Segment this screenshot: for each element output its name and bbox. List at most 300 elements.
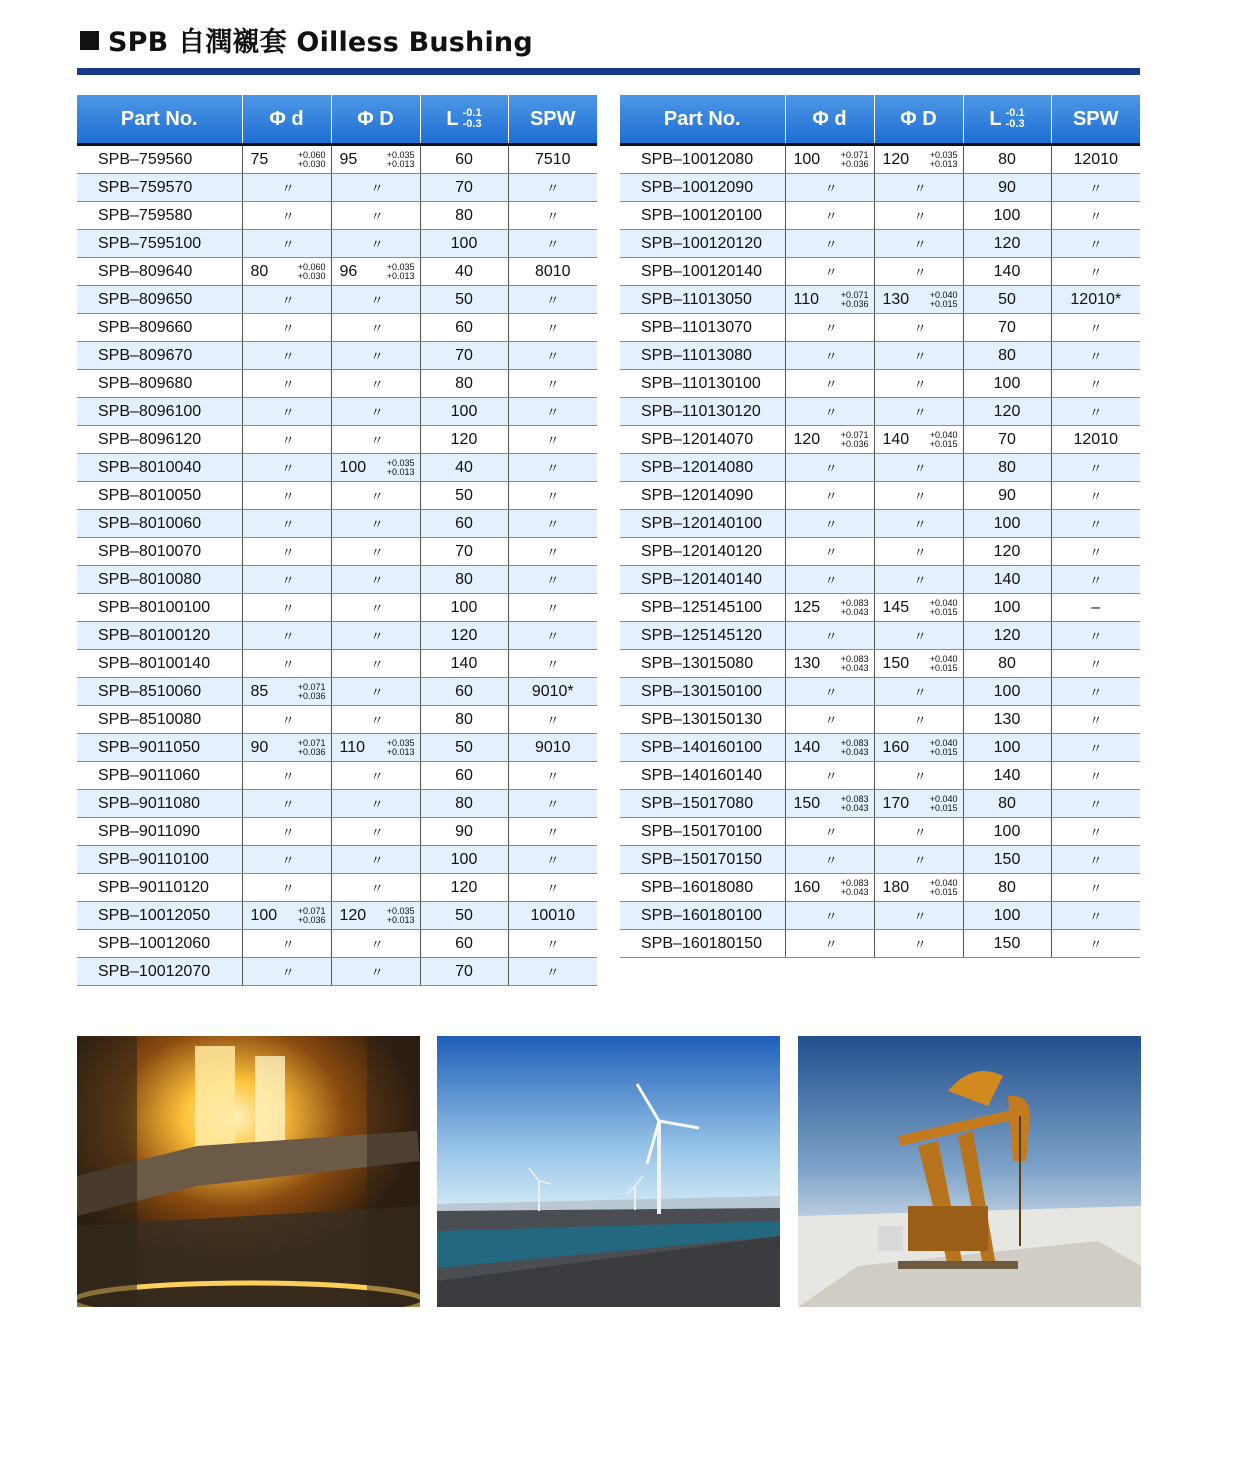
spw-cell — [508, 510, 597, 538]
table-row — [77, 145, 597, 174]
inner-diameter-cell — [242, 538, 331, 566]
inner-diameter-value: 〃 — [281, 937, 295, 952]
inner-diameter-value: 〃 — [281, 769, 295, 784]
outer-diameter-tolerance — [930, 795, 958, 813]
length-cell — [420, 622, 508, 650]
inner-diameter-cell — [242, 370, 331, 398]
outer-diameter-value: 〃 — [913, 909, 927, 924]
inner-diameter-value: 100 — [250, 906, 278, 924]
length-cell — [963, 398, 1051, 426]
length-cell — [963, 874, 1051, 902]
table-row — [77, 594, 597, 622]
part-number: SPB–100120140 — [641, 262, 762, 280]
part-number-cell — [77, 790, 242, 818]
inner-diameter-cell — [242, 230, 331, 258]
inner-diameter-cell — [242, 454, 331, 482]
outer-diameter-cell — [331, 958, 420, 986]
length-value: 80 — [998, 346, 1016, 364]
inner-diameter-cell — [785, 145, 874, 174]
outer-diameter-value: 130 — [882, 290, 910, 308]
inner-diameter-cell — [242, 902, 331, 930]
table-row — [620, 258, 1140, 286]
inner-diameter-cell — [242, 818, 331, 846]
spw-cell — [1051, 846, 1140, 874]
outer-diameter-value: 〃 — [370, 713, 384, 728]
tolerance-upper: +0.040 — [929, 289, 958, 300]
length-cell — [963, 846, 1051, 874]
tolerance-upper: +0.071 — [840, 429, 869, 440]
outer-diameter-value: 〃 — [913, 209, 927, 224]
spw-value: 9010 — [534, 738, 571, 756]
inner-diameter-value: 〃 — [281, 825, 295, 840]
tolerance-lower: +0.043 — [840, 802, 869, 813]
inner-diameter-cell — [242, 734, 331, 762]
inner-diameter-tolerance — [841, 599, 869, 617]
spw-cell — [508, 174, 597, 202]
outer-diameter-value: 〃 — [913, 629, 927, 644]
inner-diameter-value: 〃 — [281, 461, 295, 476]
part-number: SPB–11013080 — [641, 346, 752, 364]
part-number-cell — [620, 426, 785, 454]
table-row — [620, 314, 1140, 342]
header-length: L -0.1 -0.3 — [963, 95, 1051, 145]
outer-diameter-value: 〃 — [913, 517, 927, 532]
spw-cell — [508, 145, 597, 174]
spw-value: 〃 — [1089, 376, 1103, 392]
outer-diameter-cell — [874, 846, 963, 874]
length-value: 100 — [993, 514, 1021, 532]
part-number-cell — [620, 202, 785, 230]
part-number: SPB–10012070 — [98, 962, 211, 980]
length-value: 100 — [993, 598, 1021, 616]
inner-diameter-cell — [242, 510, 331, 538]
spw-value: 〃 — [546, 768, 560, 784]
length-cell — [420, 958, 508, 986]
spw-cell — [1051, 426, 1140, 454]
length-cell — [963, 566, 1051, 594]
part-number: SPB–90110100 — [98, 850, 209, 868]
inner-diameter-cell — [242, 706, 331, 734]
inner-diameter-value: 〃 — [281, 181, 295, 196]
length-cell — [420, 370, 508, 398]
inner-diameter-cell — [242, 874, 331, 902]
spw-cell — [1051, 145, 1140, 174]
table-row — [77, 314, 597, 342]
spw-value: 〃 — [1089, 460, 1103, 476]
table-row — [620, 902, 1140, 930]
inner-diameter-value: 〃 — [281, 293, 295, 308]
outer-diameter-cell — [331, 594, 420, 622]
outer-diameter-value: 145 — [882, 598, 910, 616]
length-cell — [963, 202, 1051, 230]
length-value: 50 — [455, 486, 473, 504]
table-row — [620, 454, 1140, 482]
length-value: 80 — [455, 794, 473, 812]
table-row — [620, 650, 1140, 678]
outer-diameter-cell — [331, 874, 420, 902]
spw-value: 〃 — [546, 600, 560, 616]
part-number-cell — [620, 874, 785, 902]
tolerance-upper: +0.060 — [297, 149, 326, 160]
part-number: SPB–10012090 — [641, 178, 754, 196]
spw-value: 〃 — [546, 208, 560, 224]
inner-diameter-tolerance — [298, 907, 326, 925]
inner-diameter-value: 〃 — [824, 489, 838, 504]
spw-value: 10010 — [530, 906, 575, 924]
outer-diameter-value: 〃 — [370, 601, 384, 616]
inner-diameter-value: 100 — [793, 150, 821, 168]
length-value: 130 — [993, 710, 1021, 728]
length-value: 80 — [998, 458, 1016, 476]
length-cell — [963, 370, 1051, 398]
length-value: 100 — [450, 402, 478, 420]
spw-cell — [1051, 678, 1140, 706]
spw-cell — [1051, 286, 1140, 314]
length-value: 100 — [993, 206, 1021, 224]
outer-diameter-cell — [331, 258, 420, 286]
outer-diameter-cell — [331, 566, 420, 594]
length-cell — [420, 398, 508, 426]
tolerance-lower: +0.036 — [840, 158, 869, 169]
inner-diameter-value: 〃 — [824, 853, 838, 868]
spw-value: 〃 — [546, 880, 560, 896]
table-row — [77, 174, 597, 202]
part-number: SPB–120140120 — [641, 542, 762, 560]
outer-diameter-value: 〃 — [913, 181, 927, 196]
part-number-cell — [77, 622, 242, 650]
outer-diameter-tolerance — [387, 151, 415, 169]
table-row — [620, 734, 1140, 762]
spw-cell — [508, 678, 597, 706]
spw-cell — [1051, 622, 1140, 650]
part-number-cell — [77, 734, 242, 762]
tolerance-lower: +0.043 — [840, 746, 869, 757]
outer-diameter-value: 180 — [882, 878, 910, 896]
inner-diameter-cell — [785, 426, 874, 454]
length-value: 50 — [455, 738, 473, 756]
part-number-cell — [620, 286, 785, 314]
outer-diameter-value: 〃 — [913, 377, 927, 392]
outer-diameter-value: 〃 — [370, 797, 384, 812]
part-number: SPB–130150100 — [641, 682, 762, 700]
table-row — [620, 202, 1140, 230]
inner-diameter-cell — [785, 230, 874, 258]
length-value: 60 — [455, 150, 473, 168]
table-row — [620, 930, 1140, 958]
spw-value: 〃 — [1089, 544, 1103, 560]
spw-value: 〃 — [1089, 180, 1103, 196]
part-number-cell — [620, 762, 785, 790]
outer-diameter-value: 〃 — [370, 657, 384, 672]
tolerance-upper: +0.071 — [297, 905, 326, 916]
table-row — [77, 958, 597, 986]
length-cell — [963, 258, 1051, 286]
part-number-cell — [620, 370, 785, 398]
length-cell — [963, 594, 1051, 622]
part-number-cell — [620, 734, 785, 762]
outer-diameter-value: 〃 — [370, 237, 384, 252]
table-row — [77, 622, 597, 650]
part-number: SPB–10012060 — [98, 934, 211, 952]
length-cell — [963, 145, 1051, 174]
spw-value: 〃 — [546, 292, 560, 308]
table-row — [620, 230, 1140, 258]
inner-diameter-cell — [242, 846, 331, 874]
table-row — [620, 342, 1140, 370]
outer-diameter-value: 〃 — [370, 517, 384, 532]
length-value: 90 — [998, 486, 1016, 504]
outer-diameter-cell — [331, 482, 420, 510]
part-number-cell — [620, 650, 785, 678]
inner-diameter-value: 〃 — [281, 349, 295, 364]
table-row — [620, 622, 1140, 650]
outer-diameter-value: 〃 — [370, 825, 384, 840]
tolerance-upper: +0.035 — [929, 149, 958, 160]
outer-diameter-cell — [874, 230, 963, 258]
spw-cell — [1051, 230, 1140, 258]
outer-diameter-cell — [874, 398, 963, 426]
part-number-cell — [620, 230, 785, 258]
inner-diameter-value: 〃 — [281, 517, 295, 532]
inner-diameter-value: 〃 — [824, 377, 838, 392]
part-number-cell — [620, 902, 785, 930]
outer-diameter-value: 〃 — [370, 853, 384, 868]
inner-diameter-cell — [785, 902, 874, 930]
length-value: 70 — [455, 542, 473, 560]
outer-diameter-value: 170 — [882, 794, 910, 812]
header-part-no: Part No. — [77, 95, 242, 145]
inner-diameter-value: 〃 — [824, 629, 838, 644]
part-number-cell — [77, 370, 242, 398]
inner-diameter-cell — [785, 538, 874, 566]
inner-diameter-value: 〃 — [281, 405, 295, 420]
inner-diameter-value: 〃 — [281, 629, 295, 644]
part-number: SPB–110130100 — [641, 374, 761, 392]
spw-value: – — [1091, 598, 1101, 616]
spw-cell — [508, 398, 597, 426]
outer-diameter-value: 160 — [882, 738, 910, 756]
length-value: 80 — [998, 794, 1016, 812]
outer-diameter-value: 〃 — [370, 321, 384, 336]
length-value: 120 — [450, 878, 478, 896]
part-number: SPB–100120120 — [641, 234, 762, 252]
length-value: 150 — [993, 934, 1021, 952]
spw-value: 〃 — [546, 348, 560, 364]
spw-value: 7510 — [534, 150, 571, 168]
spw-value: 〃 — [546, 572, 560, 588]
length-cell — [963, 286, 1051, 314]
part-number-cell — [77, 510, 242, 538]
part-number-cell — [77, 818, 242, 846]
spw-value: 〃 — [1089, 852, 1103, 868]
inner-diameter-value: 〃 — [824, 685, 838, 700]
outer-diameter-cell — [331, 314, 420, 342]
table-row — [77, 930, 597, 958]
table-row — [620, 174, 1140, 202]
outer-diameter-value: 〃 — [913, 265, 927, 280]
spw-cell — [1051, 902, 1140, 930]
inner-diameter-cell — [242, 678, 331, 706]
length-tolerance: -0.1 -0.3 — [462, 107, 482, 131]
outer-diameter-value: 〃 — [370, 405, 384, 420]
inner-diameter-value: 〃 — [824, 461, 838, 476]
spw-value: 〃 — [1089, 264, 1103, 280]
part-number-cell — [77, 202, 242, 230]
inner-diameter-tolerance — [841, 291, 869, 309]
outer-diameter-value: 〃 — [370, 545, 384, 560]
part-number-cell — [77, 538, 242, 566]
part-number: SPB–11013050 — [641, 290, 752, 308]
inner-diameter-value: 125 — [793, 598, 821, 616]
outer-diameter-value: 〃 — [370, 293, 384, 308]
spw-value: 〃 — [1089, 208, 1103, 224]
spw-cell — [508, 370, 597, 398]
spw-value: 〃 — [546, 656, 560, 672]
table-row — [77, 566, 597, 594]
inner-diameter-tolerance — [841, 795, 869, 813]
inner-diameter-value: 130 — [793, 654, 821, 672]
tolerance-upper: +0.083 — [840, 653, 869, 664]
spw-cell — [1051, 174, 1140, 202]
length-cell — [963, 538, 1051, 566]
inner-diameter-cell — [785, 566, 874, 594]
table-row — [620, 566, 1140, 594]
part-number-cell — [620, 594, 785, 622]
inner-diameter-tolerance — [298, 263, 326, 281]
table-row — [620, 370, 1140, 398]
tolerance-upper: +0.083 — [840, 737, 869, 748]
spw-value: 12010 — [1073, 430, 1118, 448]
tolerance-lower: +0.013 — [386, 158, 415, 169]
inner-diameter-value: 〃 — [824, 321, 838, 336]
length-value: 150 — [993, 850, 1021, 868]
spw-value: 〃 — [1089, 824, 1103, 840]
outer-diameter-cell — [874, 818, 963, 846]
outer-diameter-cell — [331, 342, 420, 370]
inner-diameter-cell — [785, 846, 874, 874]
spw-value: 〃 — [546, 516, 560, 532]
part-number: SPB–80100140 — [98, 654, 211, 672]
length-cell — [963, 314, 1051, 342]
part-number-cell — [77, 762, 242, 790]
outer-diameter-cell — [331, 145, 420, 174]
spw-cell — [508, 734, 597, 762]
part-number: SPB–160180100 — [641, 906, 762, 924]
inner-diameter-cell — [785, 734, 874, 762]
length-cell — [963, 930, 1051, 958]
spw-value: 〃 — [546, 852, 560, 868]
inner-diameter-cell — [242, 650, 331, 678]
outer-diameter-cell — [874, 734, 963, 762]
length-cell — [963, 706, 1051, 734]
outer-diameter-value: 〃 — [913, 349, 927, 364]
spw-value: 〃 — [546, 180, 560, 196]
part-number: SPB–80100100 — [98, 598, 211, 616]
outer-diameter-tolerance — [387, 263, 415, 281]
part-number-cell — [620, 846, 785, 874]
part-number-cell — [77, 286, 242, 314]
length-value: 100 — [993, 738, 1021, 756]
length-value: 120 — [993, 234, 1021, 252]
length-value: 40 — [455, 458, 473, 476]
outer-diameter-tolerance — [930, 151, 958, 169]
inner-diameter-value: 140 — [793, 738, 821, 756]
outer-diameter-value: 〃 — [370, 573, 384, 588]
outer-diameter-cell — [331, 538, 420, 566]
spw-cell — [1051, 538, 1140, 566]
spw-cell — [508, 874, 597, 902]
part-number: SPB–9011050 — [98, 738, 201, 756]
part-number: SPB–150170100 — [641, 822, 762, 840]
part-number-cell — [77, 650, 242, 678]
part-number-cell — [620, 482, 785, 510]
spw-cell — [508, 902, 597, 930]
spw-value: 〃 — [1089, 740, 1103, 756]
inner-diameter-tolerance — [298, 683, 326, 701]
length-cell — [420, 482, 508, 510]
inner-diameter-value: 150 — [793, 794, 821, 812]
table-row — [77, 482, 597, 510]
tolerance-lower: +0.036 — [297, 914, 326, 925]
part-number-cell — [77, 426, 242, 454]
inner-diameter-value: 〃 — [824, 573, 838, 588]
length-cell — [963, 734, 1051, 762]
inner-diameter-value: 〃 — [824, 825, 838, 840]
part-number-cell — [77, 846, 242, 874]
inner-diameter-cell — [785, 314, 874, 342]
spw-cell — [1051, 930, 1140, 958]
length-cell — [420, 314, 508, 342]
length-value: 60 — [455, 934, 473, 952]
outer-diameter-cell — [331, 398, 420, 426]
outer-diameter-value: 〃 — [370, 349, 384, 364]
length-value: 140 — [993, 262, 1021, 280]
outer-diameter-value: 〃 — [913, 489, 927, 504]
part-number: SPB–8510080 — [98, 710, 202, 728]
outer-diameter-value: 〃 — [370, 433, 384, 448]
table-header-row — [77, 95, 597, 145]
outer-diameter-cell — [874, 538, 963, 566]
part-number-cell — [77, 230, 242, 258]
table-row — [620, 398, 1140, 426]
part-number: SPB–100120100 — [641, 206, 762, 224]
length-value: 120 — [993, 402, 1021, 420]
spw-value: 12010 — [1073, 150, 1118, 168]
inner-diameter-cell — [242, 930, 331, 958]
inner-diameter-cell — [785, 762, 874, 790]
inner-diameter-tolerance — [298, 739, 326, 757]
outer-diameter-value: 〃 — [913, 237, 927, 252]
spw-value: 〃 — [1089, 572, 1103, 588]
length-cell — [963, 762, 1051, 790]
tolerance-lower: +0.015 — [929, 662, 958, 673]
inner-diameter-value: 〃 — [281, 377, 295, 392]
table-row — [620, 874, 1140, 902]
part-number-cell — [77, 930, 242, 958]
table-row — [77, 258, 597, 286]
inner-diameter-cell — [242, 762, 331, 790]
part-number: SPB–10012080 — [641, 150, 754, 168]
length-cell — [963, 510, 1051, 538]
part-number-cell — [77, 874, 242, 902]
tolerance-lower: +0.015 — [929, 886, 958, 897]
spw-cell — [1051, 818, 1140, 846]
length-cell — [420, 286, 508, 314]
outer-diameter-cell — [331, 622, 420, 650]
spw-cell — [508, 650, 597, 678]
tolerance-lower: +0.013 — [386, 914, 415, 925]
table-row — [77, 426, 597, 454]
